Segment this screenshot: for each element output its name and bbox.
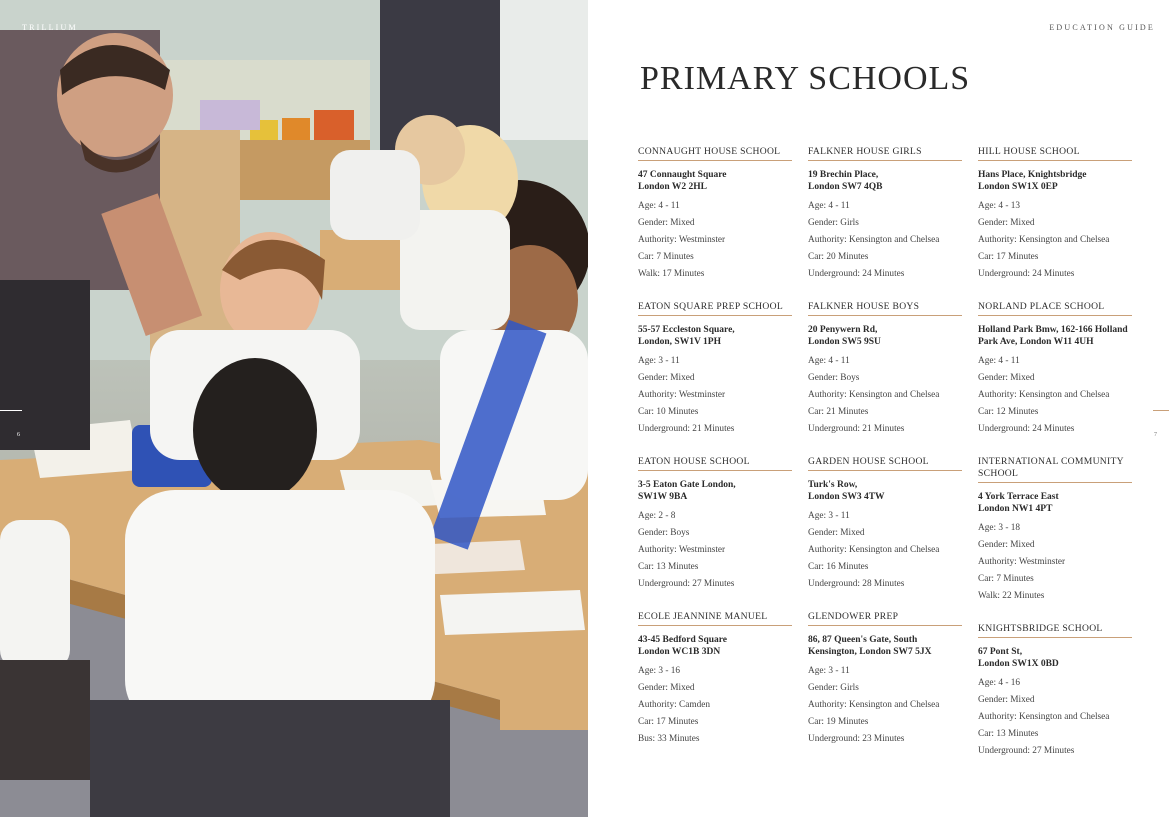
school-detail: Underground: 21 Minutes: [638, 424, 735, 434]
page-number-left: 6: [17, 432, 20, 438]
school-detail: Gender: Mixed: [978, 695, 1035, 705]
school-detail: Underground: 27 Minutes: [978, 746, 1075, 756]
school-entry: [808, 146, 962, 283]
school-detail: Age: 3 - 16: [638, 666, 681, 676]
school-name: EATON SQUARE PREP SCHOOL: [638, 301, 792, 316]
school-detail: Gender: Mixed: [638, 218, 695, 228]
school-name: HILL HOUSE SCHOOL: [978, 146, 1132, 161]
page-tick-left: [0, 410, 22, 411]
school-address: [638, 479, 792, 503]
school-detail: Gender: Mixed: [978, 540, 1035, 550]
school-name: INTERNATIONAL COMMUNITY SCHOOL: [978, 456, 1132, 483]
school-detail: Car: 19 Minutes: [808, 717, 869, 727]
address-line: Hans Place, Knightsbridge: [978, 170, 1087, 180]
school-entry: [978, 623, 1132, 760]
school-detail: Gender: Girls: [808, 683, 859, 693]
school-address: [808, 324, 962, 348]
school-address: [808, 169, 962, 193]
section-label: EDUCATION GUIDE: [1049, 23, 1155, 32]
school-column: [808, 146, 962, 766]
school-entry: [638, 456, 792, 593]
school-detail: Gender: Boys: [808, 373, 860, 383]
school-address: [978, 169, 1132, 193]
school-detail: Walk: 22 Minutes: [978, 591, 1045, 601]
school-entry: [978, 301, 1132, 438]
address-line: London NW1 4PT: [978, 504, 1053, 514]
school-detail: Authority: Westminster: [638, 390, 726, 400]
brand-name: TRILLIUM: [22, 23, 78, 32]
school-detail: Authority: Kensington and Chelsea: [978, 390, 1110, 400]
school-name: NORLAND PLACE SCHOOL: [978, 301, 1132, 316]
school-detail: Age: 3 - 11: [808, 511, 850, 521]
address-line: Kensington, London SW7 5JX: [808, 647, 932, 657]
address-line: Park Ave, London W11 4UH: [978, 337, 1094, 347]
school-entry: [638, 611, 792, 748]
address-line: 4 York Terrace East: [978, 492, 1059, 502]
school-detail: Authority: Westminster: [638, 235, 726, 245]
school-detail: Age: 4 - 11: [808, 356, 850, 366]
school-detail: Underground: 24 Minutes: [978, 269, 1075, 279]
address-line: 86, 87 Queen's Gate, South: [808, 635, 918, 645]
school-detail: Age: 3 - 18: [978, 523, 1021, 533]
school-detail: Underground: 28 Minutes: [808, 579, 905, 589]
school-detail: Underground: 24 Minutes: [808, 269, 905, 279]
school-detail: Car: 21 Minutes: [808, 407, 869, 417]
address-line: 55-57 Eccleston Square,: [638, 325, 735, 335]
school-column: [978, 146, 1132, 778]
school-detail: Car: 16 Minutes: [808, 562, 869, 572]
school-detail: Gender: Mixed: [978, 218, 1035, 228]
school-detail: Authority: Kensington and Chelsea: [978, 712, 1110, 722]
school-detail: Walk: 17 Minutes: [638, 269, 705, 279]
school-name: KNIGHTSBRIDGE SCHOOL: [978, 623, 1132, 638]
school-entry: [808, 456, 962, 593]
school-detail: Authority: Kensington and Chelsea: [808, 545, 940, 555]
address-line: 67 Pont St,: [978, 647, 1023, 657]
school-detail: Underground: 24 Minutes: [978, 424, 1075, 434]
school-name: FALKNER HOUSE BOYS: [808, 301, 962, 316]
school-address: [638, 169, 792, 193]
school-detail: Gender: Girls: [808, 218, 859, 228]
school-column: [638, 146, 792, 766]
address-line: 47 Connaught Square: [638, 170, 727, 180]
address-line: London SW1X 0BD: [978, 659, 1059, 669]
address-line: London SW3 4TW: [808, 492, 885, 502]
school-entry: [808, 611, 962, 748]
address-line: 43-45 Bedford Square: [638, 635, 728, 645]
address-line: London WC1B 3DN: [638, 647, 721, 657]
school-detail: Authority: Westminster: [978, 557, 1066, 567]
school-name: EATON HOUSE SCHOOL: [638, 456, 792, 471]
school-detail: Age: 4 - 11: [638, 201, 680, 211]
school-entry: [808, 301, 962, 438]
school-address: [808, 479, 962, 503]
address-line: Holland Park Bmw, 162-166 Holland: [978, 325, 1128, 335]
school-name: GARDEN HOUSE SCHOOL: [808, 456, 962, 471]
school-detail: Age: 3 - 11: [808, 666, 850, 676]
school-detail: Authority: Westminster: [638, 545, 726, 555]
school-detail: Car: 20 Minutes: [808, 252, 869, 262]
school-detail: Authority: Kensington and Chelsea: [808, 700, 940, 710]
school-detail: Age: 3 - 11: [638, 356, 680, 366]
address-line: SW1W 9BA: [638, 492, 688, 502]
page-number-right: 7: [1154, 432, 1157, 438]
school-detail: Underground: 21 Minutes: [808, 424, 905, 434]
address-line: London SW7 4QB: [808, 182, 883, 192]
school-detail: Car: 10 Minutes: [638, 407, 699, 417]
school-detail: Authority: Camden: [638, 700, 711, 710]
address-line: London, SW1V 1PH: [638, 337, 721, 347]
address-line: London SW5 9SU: [808, 337, 881, 347]
school-entry: [978, 146, 1132, 283]
address-line: London SW1X 0EP: [978, 182, 1058, 192]
school-address: [978, 324, 1132, 348]
school-detail: Authority: Kensington and Chelsea: [808, 390, 940, 400]
page-tick-right: [1153, 410, 1169, 411]
address-line: 20 Penywern Rd,: [808, 325, 878, 335]
school-detail: Age: 2 - 8: [638, 511, 676, 521]
school-entry: [638, 301, 792, 438]
school-detail: Gender: Mixed: [808, 528, 865, 538]
school-name: ECOLE JEANNINE MANUEL: [638, 611, 792, 626]
school-entry: [638, 146, 792, 283]
address-line: 19 Brechin Place,: [808, 170, 879, 180]
school-detail: Age: 4 - 11: [978, 356, 1020, 366]
school-detail: Gender: Mixed: [978, 373, 1035, 383]
school-detail: Car: 7 Minutes: [638, 252, 694, 262]
school-detail: Gender: Mixed: [638, 683, 695, 693]
address-line: Turk's Row,: [808, 480, 858, 490]
school-detail: Authority: Kensington and Chelsea: [978, 235, 1110, 245]
school-detail: Gender: Mixed: [638, 373, 695, 383]
school-name: FALKNER HOUSE GIRLS: [808, 146, 962, 161]
school-detail: Gender: Boys: [638, 528, 690, 538]
school-address: [978, 491, 1132, 515]
school-detail: Car: 12 Minutes: [978, 407, 1039, 417]
school-name: CONNAUGHT HOUSE SCHOOL: [638, 146, 792, 161]
school-detail: Bus: 33 Minutes: [638, 734, 700, 744]
address-line: 3-5 Eaton Gate London,: [638, 480, 736, 490]
school-address: [808, 634, 962, 658]
school-detail: Age: 4 - 16: [978, 678, 1021, 688]
school-address: [638, 634, 792, 658]
school-detail: Age: 4 - 13: [978, 201, 1021, 211]
school-entry: [978, 456, 1132, 605]
school-detail: Car: 17 Minutes: [638, 717, 699, 727]
school-detail: Car: 13 Minutes: [638, 562, 699, 572]
page-title: PRIMARY SCHOOLS: [640, 60, 971, 97]
school-address: [638, 324, 792, 348]
school-detail: Authority: Kensington and Chelsea: [808, 235, 940, 245]
school-address: [978, 646, 1132, 670]
school-detail: Car: 13 Minutes: [978, 729, 1039, 739]
school-name: GLENDOWER PREP: [808, 611, 962, 626]
school-listing-grid: [638, 146, 1132, 766]
school-detail: Age: 4 - 11: [808, 201, 850, 211]
address-line: London W2 2HL: [638, 182, 707, 192]
school-detail: Underground: 27 Minutes: [638, 579, 735, 589]
school-detail: Car: 7 Minutes: [978, 574, 1034, 584]
school-detail: Underground: 23 Minutes: [808, 734, 905, 744]
school-detail: Car: 17 Minutes: [978, 252, 1039, 262]
